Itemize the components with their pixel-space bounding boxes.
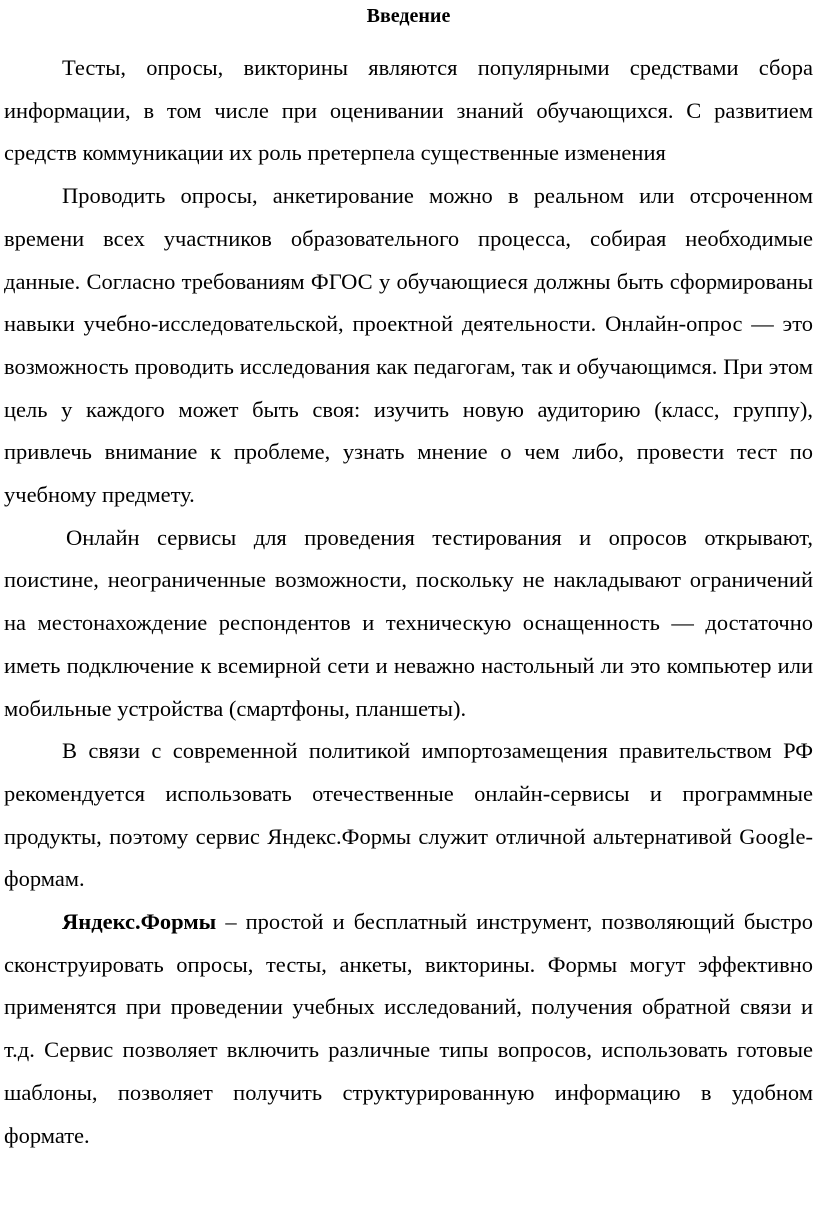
paragraph-intro: Тесты, опросы, викторины являются популярными средствами сбора информации, в том числе при оценивании знаний обучающихся. С развитием средств коммуникации их роль претерпела существенные изменения: [4, 55, 813, 166]
paragraph-import-substitution: В связи с современной политикой импортозамещения правительством РФ рекомендуется использовать отечественные онлайн-сервисы и программные продукты, поэтому сервис Яндекс.Формы служит отличной альтернативой Google-формам.: [4, 738, 813, 892]
paragraph-surveys: Проводить опросы, анкетирование можно в реальном или отсроченном времени всех участников образовательного процесса, собирая необходимые данные. Согласно требованиям ФГОС у обучающиеся должны быть сформированы навыки учебно-исследовательской, проектной деятельности. Онлайн-опрос — это возможность проводить исследования как педагогам, так и обучающимся. При этом цель у каждого может быть своя: изучить новую аудиторию (класс, группу), привлечь внимание к проблеме, узнать мнение о чем либо, провести тест по учебному предмету.: [4, 183, 813, 508]
paragraph-yandex-forms: [4, 901, 813, 1157]
paragraph-online-services: Онлайн сервисы для проведения тестирования и опросов открывают, поистине, неограниченные возможности, поскольку не накладывают ограничений на местонахождение респондентов и техническую оснащенность — достаточно иметь подключение к всемирной сети и неважно настольный ли это компьютер или мобильные устройства (смартфоны, планшеты).: [4, 524, 813, 721]
yandex-forms-term: Яндекс.Формы: [62, 909, 217, 935]
page-title: Введение: [366, 5, 451, 27]
yandex-forms-description: – простой и бесплатный инструмент, позволяющий быстро сконструировать опросы, тесты, анкеты, викторины. Формы могут эффективно применятся при проведении учебных исследований, получения обратной связи и т.д. Сервис позволяет включить различные типы вопросов, использовать готовые шаблоны, позволяет получить структурированную информацию в удобном формате.: [4, 909, 813, 1148]
